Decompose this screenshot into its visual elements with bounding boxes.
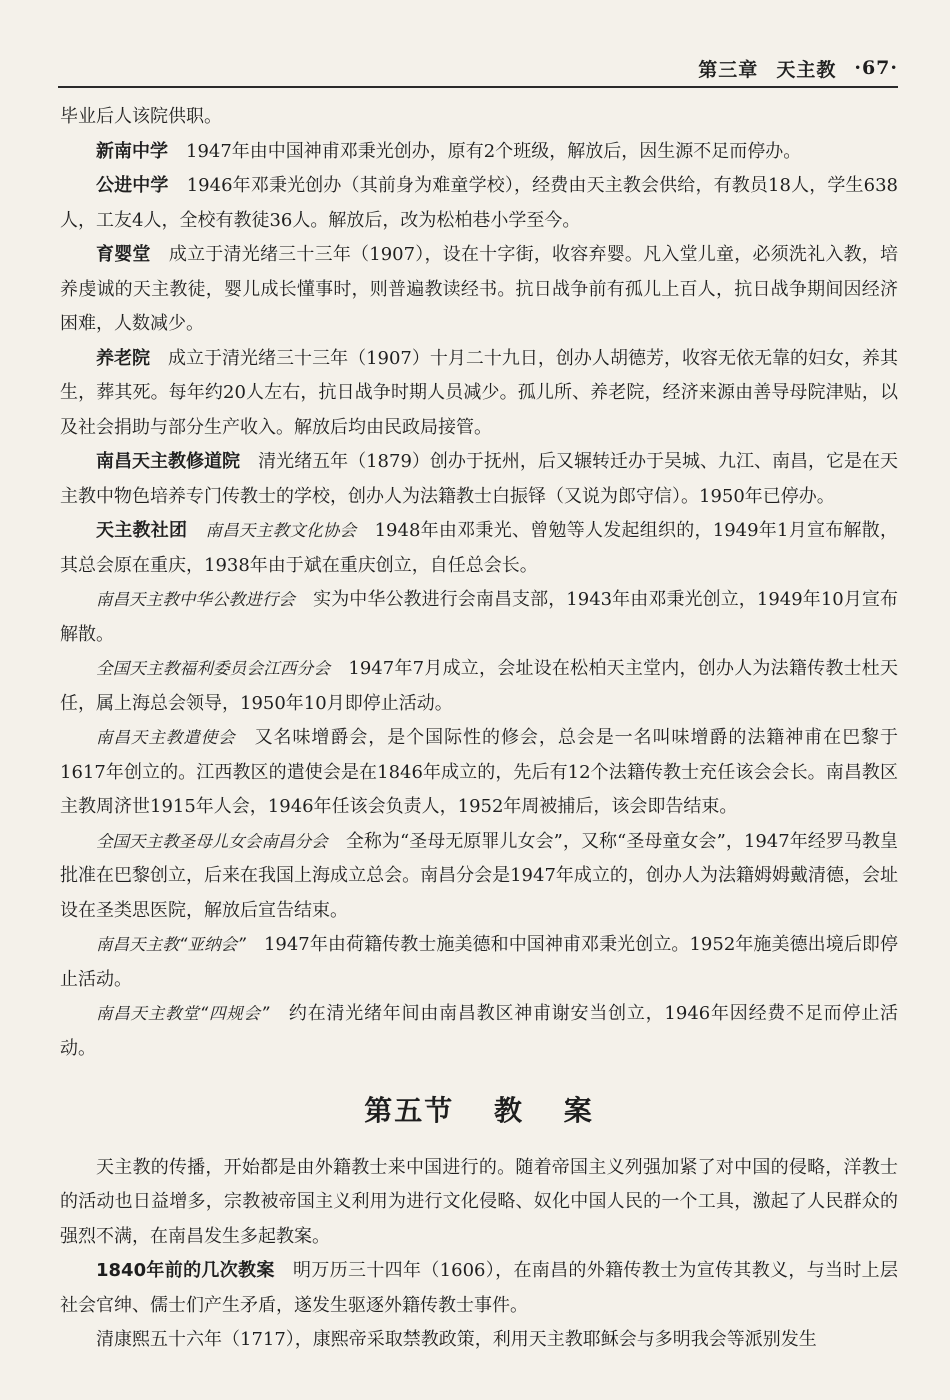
paragraph-text: 又名味增爵会，是个国际性的修会，总会是一名叫味增爵的法籍神甫在巴黎于1617年创立的。江西教区的遣使会是在1846年成立的，先后有12个法籍传教士充任该会会长。南昌教区主教周济世1915年人会，1946年任该会负责人，1952年周被捕后，该会即告结束。 xyxy=(60,727,899,817)
paragraph-text: 清康熙五十六年（1717），康熙帝采取禁教政策，利用天主教耶稣会与多明我会等派别发生 xyxy=(96,1329,817,1350)
paragraph-text: 实为中华公教进行会南昌支部，1943年由邓秉光创立，1949年10月宣布解散。 xyxy=(60,589,898,645)
paragraph-text: 明万历三十四年（1606），在南昌的外籍传教士为宣传其教义，与当时上层社会官绅、儒士们产生矛盾，遂发生驱逐外籍传教士事件。 xyxy=(60,1260,898,1316)
paragraph-lead: 全国天主教圣母儿女会南昌分会 xyxy=(96,831,328,851)
paragraph xyxy=(60,100,898,135)
paragraph xyxy=(60,238,898,342)
body-text xyxy=(60,100,898,1358)
paragraph xyxy=(60,1254,898,1323)
paragraph-lead: 南昌天主教遣使会 xyxy=(96,728,236,747)
paragraph xyxy=(60,169,898,238)
paragraph-group-2 xyxy=(60,1151,898,1358)
paragraph-text: 天主教的传播，开始都是由外籍教士来中国进行的。随着帝国主义列强加紧了对中国的侵略，洋教士的活动也日益增多，宗教被帝国主义利用为进行文化侵略、奴化中国人民的一个工具，激起了人民群众的强烈不满，在南昌发生多起教案。 xyxy=(60,1156,898,1247)
paragraph xyxy=(60,652,898,721)
paragraph xyxy=(60,1323,898,1358)
paragraph-lead: 公进中学 xyxy=(96,175,169,196)
paragraph-text: 毕业后人该院供职。 xyxy=(60,106,222,127)
paragraph-sub-text: 1948年由邓秉光、曾勉等人发起组织的，1949年1月宣布解散，其总会原在重庆，1938年由于斌在重庆创立，自任总会长。 xyxy=(60,520,899,576)
paragraph xyxy=(60,997,898,1066)
paragraph xyxy=(60,721,898,825)
paragraph-lead: 1840年前的几次教案 xyxy=(96,1260,275,1281)
paragraph xyxy=(60,1151,898,1255)
paragraph-lead: 新南中学 xyxy=(96,140,168,162)
section-title-b: 案 xyxy=(563,1094,594,1127)
paragraph xyxy=(60,135,898,170)
paragraph-text: 1947年7月成立，会址设在松柏天主堂内，创办人为法籍传教士杜天任，属上海总会领导，1950年10月即停止活动。 xyxy=(60,658,899,714)
paragraph xyxy=(60,342,898,446)
paragraph-lead: 育婴堂 xyxy=(96,244,151,265)
paragraph xyxy=(60,928,898,997)
paragraph-text: 1946年邓秉光创办（其前身为难童学校），经费由天主教会供给，有教员18人，学生638人，工友4人，全校有教徒36人。解放后，改为松柏巷小学至今。 xyxy=(60,175,898,231)
paragraph-lead: 南昌天主教“亚纳会” xyxy=(96,935,246,954)
chapter-label: 第三章 xyxy=(698,58,759,81)
paragraph-text: 1947年由中国神甫邓秉光创办，原有2个班级，解放后，因生源不足而停办。 xyxy=(186,140,802,162)
section-title xyxy=(60,1094,898,1129)
paragraph xyxy=(60,514,898,583)
section-title-a: 教 xyxy=(493,1094,524,1127)
topic-label: 天主教 xyxy=(776,58,837,81)
paragraph xyxy=(60,583,898,652)
paragraph xyxy=(60,445,898,514)
page-header xyxy=(58,50,898,88)
paragraph-group-1 xyxy=(60,100,898,1066)
paragraph-text: 清光绪五年（1879）创办于抚州，后又辗转迁办于吴城、九江、南昌，它是在天主教中物色培养专门传教士的学校，创办人为法籍教士白振铎（又说为郎守信）。1950年已停办。 xyxy=(60,451,899,507)
paragraph-text: 成立于清光绪三十三年（1907），设在十字街，收容弃婴。凡入堂儿童，必须洗礼入教，培养虔诚的天主教徒，婴儿成长懂事时，则普遍教读经书。抗日战争前有孤儿上百人，抗日战争期间因经济困难，人数减少。 xyxy=(60,244,898,334)
paragraph-lead: 南昌天主教中华公教进行会 xyxy=(96,590,296,609)
paragraph-lead: 天主教社团 xyxy=(96,520,188,541)
paragraph-text: 约在清光绪年间由南昌教区神甫谢安当创立，1946年因经费不足而停止活动。 xyxy=(60,1003,898,1059)
paragraph-text: 1947年由荷籍传教士施美德和中国神甫邓秉光创立。1952年施美德出境后即停止活动。 xyxy=(60,934,898,990)
paragraph-sub-lead: 南昌天主教文化协会 xyxy=(205,521,357,540)
paragraph xyxy=(60,825,898,929)
paragraph-lead: 全国天主教福利委员会江西分会 xyxy=(96,659,331,678)
paragraph-lead: 养老院 xyxy=(96,347,151,369)
paragraph-text: 全称为“圣母无原罪儿女会”，又称“圣母童女会”，1947年经罗马教皇批准在巴黎创立，后来在我国上海成立总会。南昌分会是1947年成立的，创办人为法籍姆姆戴清德，会址设在圣类思医院，解放后宣告结束。 xyxy=(60,830,899,921)
paragraph-lead: 南昌天主教修道院 xyxy=(96,451,241,472)
paragraph-text: 成立于清光绪三十三年（1907）十月二十九日，创办人胡德芳，收容无依无靠的妇女，养其生，葬其死。每年约20人左右，抗日战争时期人员减少。孤儿所、养老院，经济来源由善导母院津贴，以及社会捐助与部分生产收入。解放后均由民政局接管。 xyxy=(60,347,899,438)
page-number: ·67· xyxy=(854,57,898,79)
section-number: 第五节 xyxy=(364,1094,455,1127)
paragraph-lead: 南昌天主教堂“四规会” xyxy=(96,1004,270,1023)
